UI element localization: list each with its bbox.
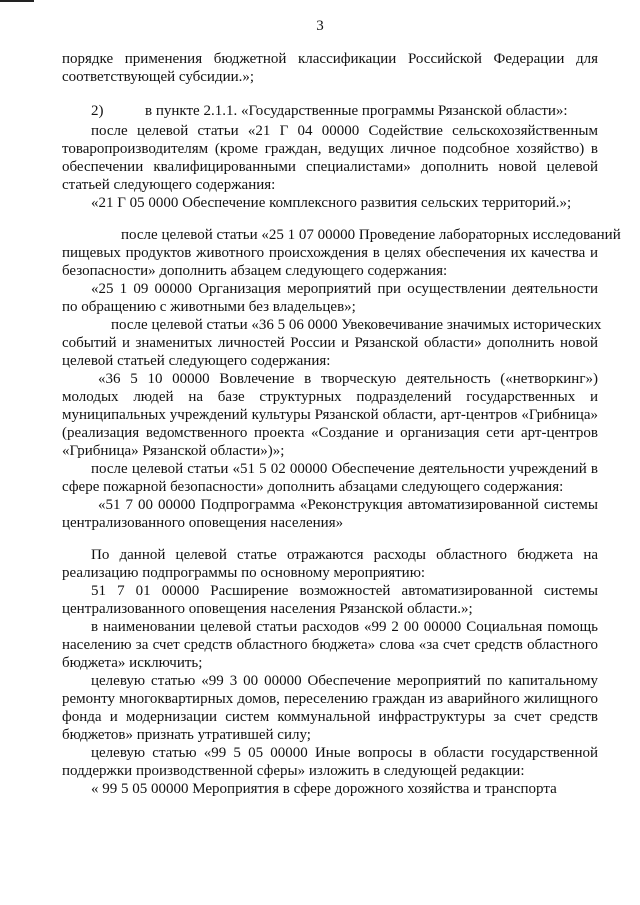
text-line: товаропроизводителям (кроме граждан, ведущих личное подсобное хозяйство) в — [62, 141, 598, 157]
text-line: бюджета» исключить; — [62, 655, 203, 671]
text-line: порядке применения бюджетной классификации Российской Федерации для — [62, 51, 598, 67]
text-line: 51 7 01 00000 Расширение возможностей автоматизированной системы — [91, 583, 598, 599]
text-line: «Грибница» Рязанской области»)»; — [62, 443, 285, 459]
text-line: после целевой статьи «51 5 02 00000 Обеспечение деятельности учреждений в — [91, 461, 598, 477]
text-line: централизованного оповещения населения Рязанской области.»; — [62, 601, 473, 617]
text-line: целевую статью «99 3 00 00000 Обеспечение мероприятий по капитальному — [91, 673, 598, 689]
text-line: «21 Г 05 0000 Обеспечение комплексного развития сельских территорий.»; — [91, 195, 572, 211]
text-line: ремонту многоквартирных домов, переселению граждан из аварийного жилищного — [62, 691, 598, 707]
text-line: « 99 5 05 00000 Мероприятия в сфере дорожного хозяйства и транспорта — [91, 781, 557, 797]
text-line: фонда и модернизации систем коммунальной инфраструктуры за счет средств — [62, 709, 598, 725]
text-line: По данной целевой статье отражаются расходы областного бюджета на — [91, 547, 598, 563]
text-line: муниципальных учреждений культуры Рязанской области, арт-центров «Грибница» — [62, 407, 598, 423]
text-line: целевую статью «99 5 05 00000 Иные вопросы в области государственной — [91, 745, 598, 761]
text-line: в наименовании целевой статьи расходов «99 2 00 00000 Социальная помощь — [91, 619, 598, 635]
list-item-2 — [91, 102, 598, 120]
text-line: бюджетов» признать утратившей силу; — [62, 727, 311, 743]
text-line: после целевой статьи «21 Г 04 00000 Содействие сельскохозяйственным — [91, 123, 598, 139]
text-line: событий и знаменитых личностей России и Рязанской области» дополнить новой — [62, 335, 598, 351]
text-line: реализацию подпрограммы по основному мероприятию: — [62, 565, 426, 581]
text-line: после целевой статьи «25 1 07 00000 Проведение лабораторных исследований — [121, 227, 621, 243]
text-line: в пункте 2.1.1. «Государственные программы Рязанской области»: — [145, 103, 568, 119]
text-line: безопасности» дополнить абзацем следующего содержания: — [62, 263, 448, 279]
text-line: обеспечении квалифицированными специалистами» дополнить новой целевой — [62, 159, 598, 175]
text-line: централизованного оповещения населения» — [62, 515, 344, 531]
text-line: соответствующей субсидии.»; — [62, 69, 255, 85]
text-line: пищевых продуктов животного происхождения в целях обеспечения их качества и — [62, 245, 598, 261]
text-line: сфере пожарной безопасности» дополнить абзацами следующего содержания: — [62, 479, 564, 495]
text-line: по обращению с животными без владельцев»; — [62, 299, 356, 315]
text-line: молодых людей на базе структурных подразделений государственных и — [62, 389, 598, 405]
page-number: 3 — [316, 18, 324, 34]
item-number: 2) — [91, 103, 104, 119]
text-line: «36 5 10 00000 Вовлечение в творческую деятельность («нетворкинг») — [98, 371, 598, 387]
text-line: (реализация ведомственного проекта «Создание и организация сети арт-центров — [62, 425, 598, 441]
text-line: «25 1 09 00000 Организация мероприятий при осуществлении деятельности — [91, 281, 598, 297]
text-line: статьей следующего содержания: — [62, 177, 276, 193]
text-line: населению за счет средств областного бюджета» слова «за счет средств областного — [62, 637, 598, 653]
text-line: целевой статьей следующего содержания: — [62, 353, 331, 369]
corner-mark — [0, 0, 34, 2]
text-line: «51 7 00 00000 Подпрограмма «Реконструкция автоматизированной системы — [98, 497, 598, 513]
text-line: после целевой статьи «36 5 06 0000 Увековечивание значимых исторических — [111, 317, 602, 333]
text-line: поддержки производственной сферы» изложить в следующей редакции: — [62, 763, 525, 779]
